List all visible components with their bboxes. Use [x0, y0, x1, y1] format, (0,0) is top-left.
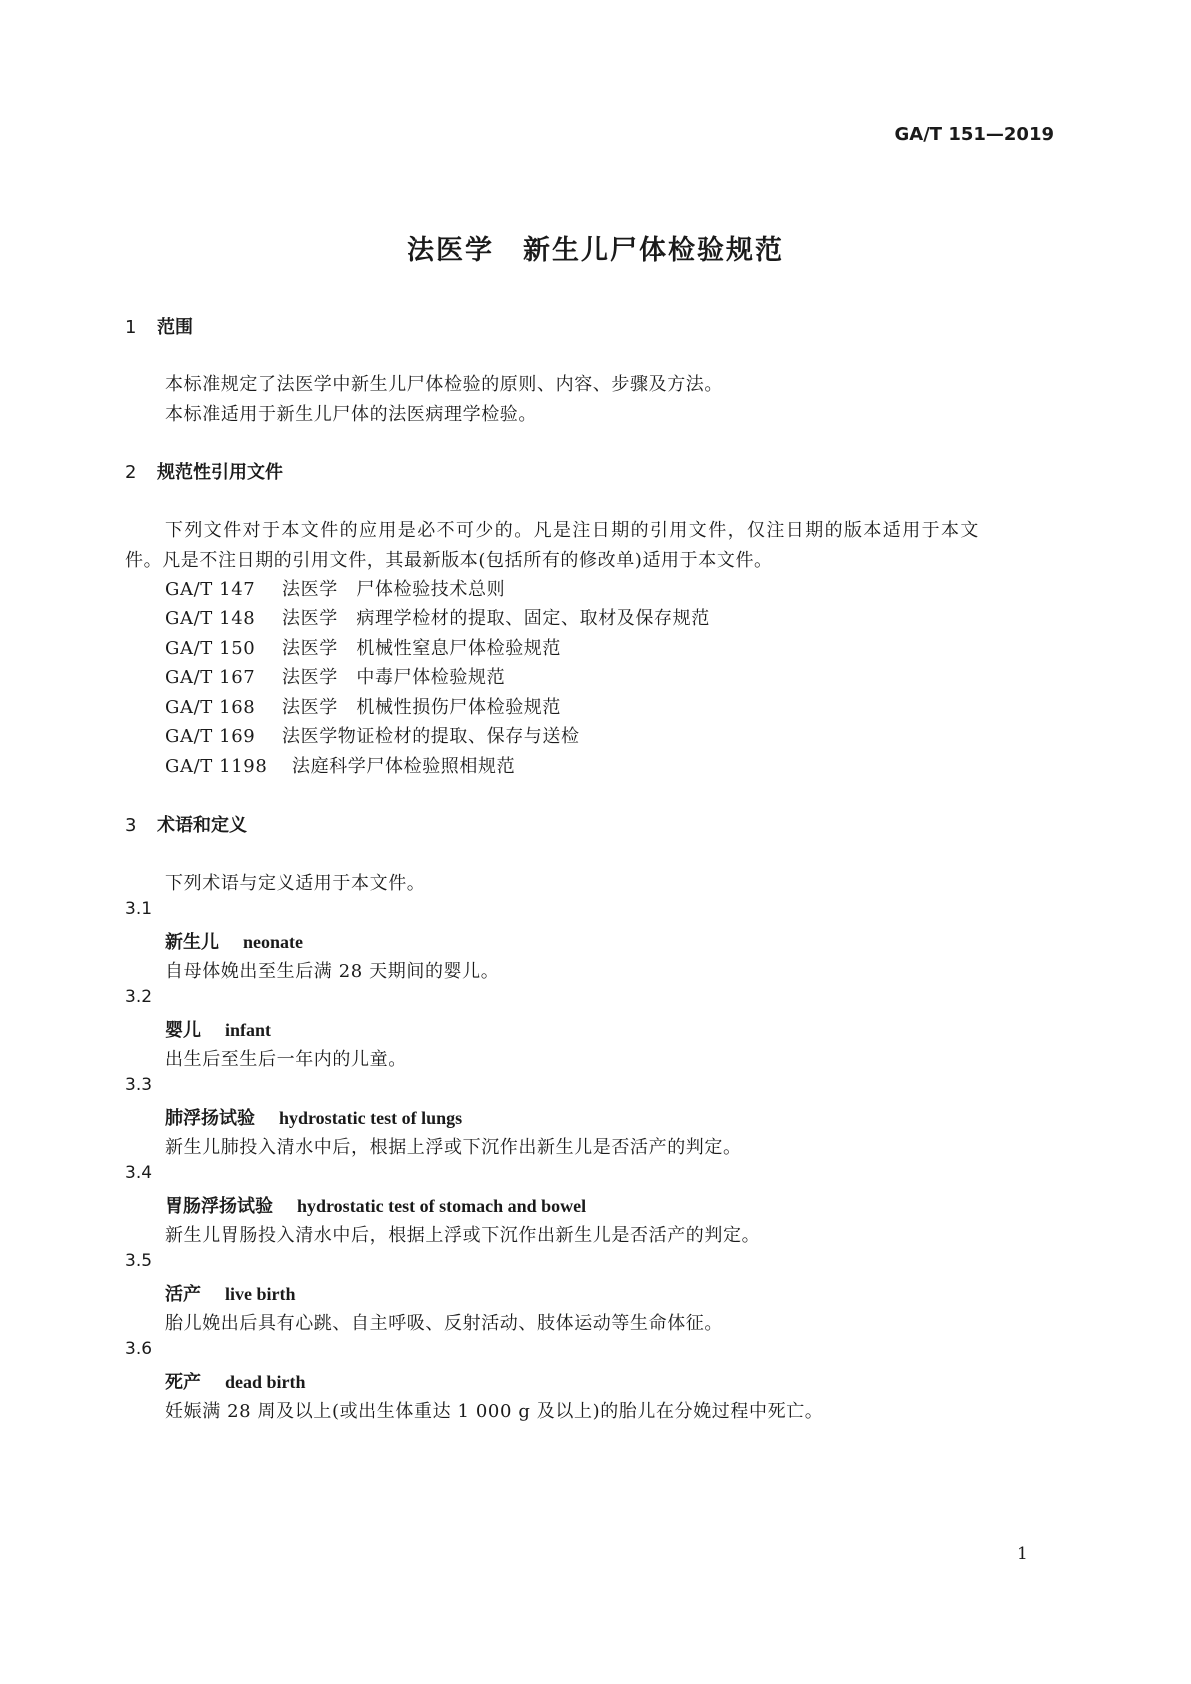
term-zh: 死产 [165, 1372, 201, 1393]
term-name [165, 928, 303, 954]
term-number: 3.4 [125, 1163, 153, 1183]
section-number: 3 [125, 815, 137, 836]
reference-item [165, 752, 515, 778]
reference-title: 法庭科学尸体检验照相规范 [292, 756, 516, 777]
term-number: 3.3 [125, 1075, 153, 1095]
section-1-heading [125, 313, 193, 339]
term-definition: 胎儿娩出后具有心跳、自主呼吸、反射活动、肢体运动等生命体征。 [165, 1313, 723, 1334]
reference-item [165, 575, 505, 601]
term-zh: 胃肠浮扬试验 [165, 1196, 273, 1217]
paragraph: 下列术语与定义适用于本文件。 [165, 873, 426, 894]
term-number: 3.2 [125, 987, 153, 1007]
term-definition: 妊娠满 28 周及以上(或出生体重达 1 000 g 及以上)的胎儿在分娩过程中死亡。 [165, 1401, 824, 1422]
reference-code: GA/T 1198 [165, 756, 268, 777]
paragraph: 本标准规定了法医学中新生儿尸体检验的原则、内容、步骤及方法。 [165, 374, 723, 395]
reference-item [165, 693, 561, 719]
term-name [165, 1104, 462, 1130]
term-en: hydrostatic test of stomach and bowel [297, 1196, 587, 1216]
term-zh: 新生儿 [165, 932, 219, 953]
document-title: 法医学 新生儿尸体检验规范 [407, 235, 784, 266]
term-en: neonate [243, 932, 303, 952]
term-zh: 婴儿 [165, 1020, 201, 1041]
reference-code: GA/T 150 [165, 638, 256, 659]
term-number: 3.1 [125, 899, 153, 919]
reference-title: 法医学 机械性损伤尸体检验规范 [282, 697, 561, 718]
term-zh: 活产 [165, 1284, 201, 1305]
reference-title: 法医学 机械性窒息尸体检验规范 [282, 638, 561, 659]
section-title: 术语和定义 [157, 815, 247, 836]
reference-item [165, 663, 505, 689]
term-en: dead birth [225, 1372, 306, 1392]
term-en: live birth [225, 1284, 296, 1304]
term-en: hydrostatic test of lungs [279, 1108, 463, 1128]
section-title: 规范性引用文件 [157, 462, 283, 483]
reference-code: GA/T 167 [165, 667, 256, 688]
term-en: infant [225, 1020, 272, 1040]
term-definition: 出生后至生后一年内的儿童。 [165, 1049, 407, 1070]
reference-code: GA/T 169 [165, 726, 256, 747]
term-number: 3.6 [125, 1339, 153, 1359]
reference-item [165, 604, 710, 630]
reference-item [165, 722, 580, 748]
paragraph: 本标准适用于新生儿尸体的法医病理学检验。 [165, 404, 537, 425]
section-title: 范围 [157, 317, 193, 338]
section-number: 1 [125, 317, 137, 338]
reference-code: GA/T 148 [165, 608, 256, 629]
term-definition: 新生儿肺投入清水中后，根据上浮或下沉作出新生儿是否活产的判定。 [165, 1137, 742, 1158]
page-number: 1 [1017, 1544, 1028, 1564]
term-name [165, 1016, 271, 1042]
paragraph: 下列文件对于本文件的应用是必不可少的。凡是注日期的引用文件，仅注日期的版本适用于本文 [165, 520, 980, 541]
reference-title: 法医学 中毒尸体检验规范 [282, 667, 506, 688]
section-number: 2 [125, 462, 137, 483]
reference-title: 法医学物证检材的提取、保存与送检 [282, 726, 580, 747]
section-3-heading [125, 811, 247, 837]
term-definition: 自母体娩出至生后满 28 天期间的婴儿。 [165, 961, 500, 982]
term-definition: 新生儿胃肠投入清水中后，根据上浮或下沉作出新生儿是否活产的判定。 [165, 1225, 761, 1246]
reference-item [165, 634, 561, 660]
section-2-heading [125, 458, 283, 484]
term-name [165, 1368, 306, 1394]
term-number: 3.5 [125, 1251, 153, 1271]
reference-title: 法医学 病理学检材的提取、固定、取材及保存规范 [282, 608, 710, 629]
paragraph: 件。凡是不注日期的引用文件，其最新版本(包括所有的修改单)适用于本文件。 [125, 550, 773, 571]
reference-title: 法医学 尸体检验技术总则 [282, 579, 506, 600]
term-name [165, 1192, 586, 1218]
term-name [165, 1280, 296, 1306]
reference-code: GA/T 147 [165, 579, 256, 600]
term-zh: 肺浮扬试验 [165, 1108, 255, 1129]
reference-code: GA/T 168 [165, 697, 256, 718]
standard-code: GA/T 151—2019 [894, 124, 1054, 145]
